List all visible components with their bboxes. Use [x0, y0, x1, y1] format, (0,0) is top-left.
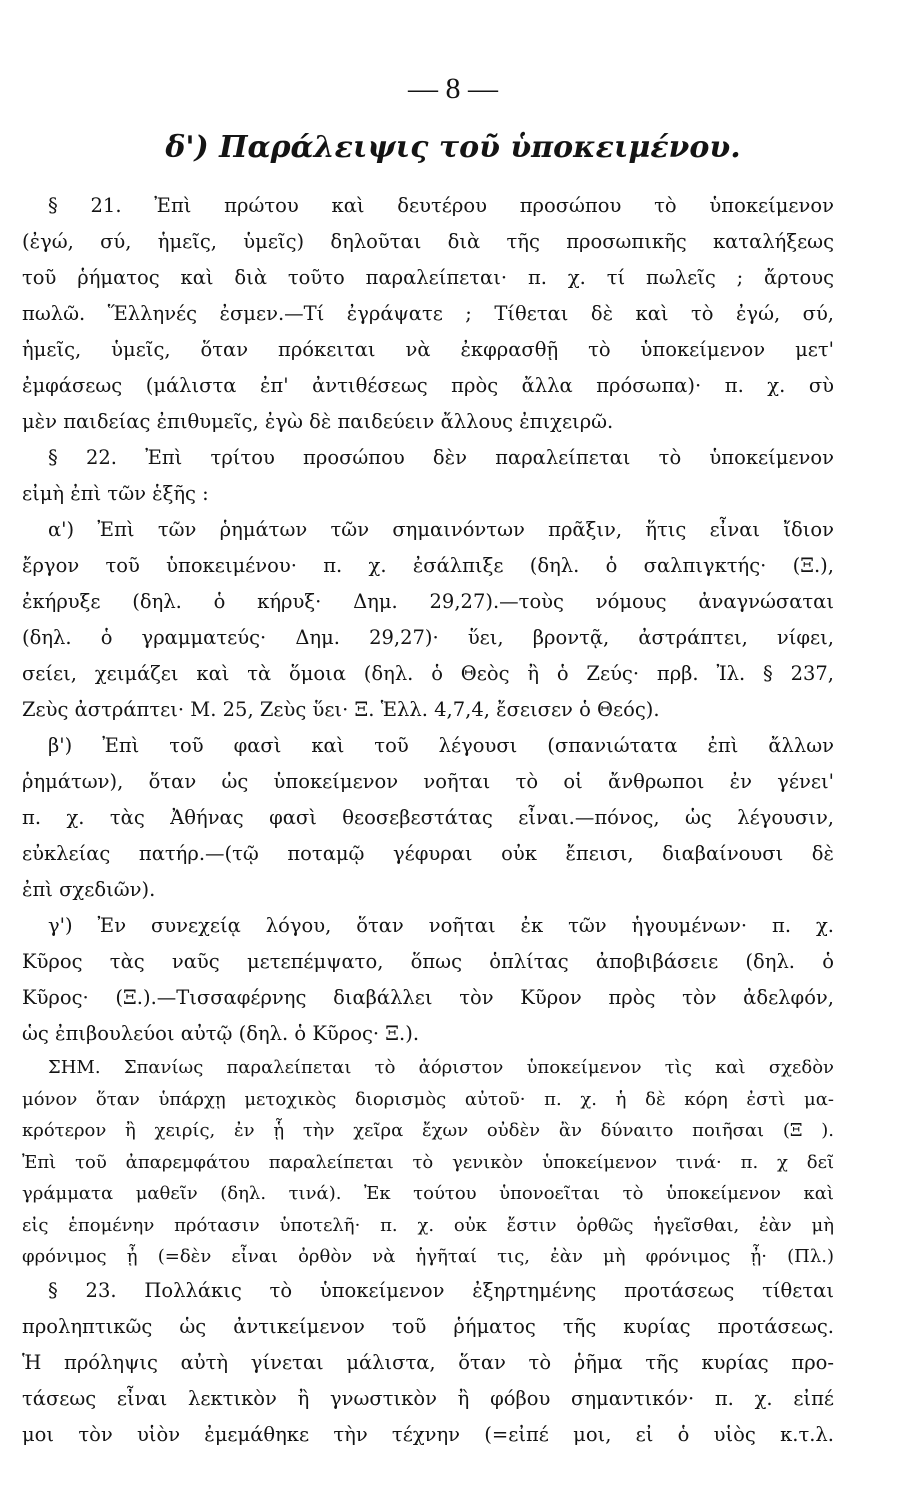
- text-line: ἐπὶ σχεδιῶν).: [22, 878, 156, 901]
- text-line: § 23. Πολλάκις τὸ ὑποκείμενον ἐξηρτημένης προτάσεως τίθεται: [48, 1278, 834, 1302]
- page-number: — 8 —: [408, 72, 498, 105]
- body-text: [22, 188, 834, 1453]
- text-line: ἐμφάσεως (μάλιστα ἐπ' ἀντιθέσεως πρὸς ἄλλα πρόσωπα)· π. χ. σὺ: [22, 374, 834, 397]
- note-line: ΣΗΜ. Σπανίως παραλείπεται τὸ ἀόριστον ὑποκείμενον τὶς καὶ σχεδὸν: [48, 1057, 834, 1078]
- text-line: β') Ἐπὶ τοῦ φασὶ καὶ τοῦ λέγουσι (σπανιώτατα ἐπὶ ἄλλων: [48, 734, 834, 757]
- text-line: (δηλ. ὁ γραμματεύς· Δημ. 29,27)· ὕει, βροντᾷ, ἀστράπτει, νίφει,: [22, 626, 834, 649]
- text-line: εἰμὴ ἐπὶ τῶν ἑξῆς :: [22, 482, 209, 505]
- text-line: γ') Ἐν συνεχείᾳ λόγου, ὅταν νοῆται ἐκ τῶν ἡγουμένων· π. χ.: [48, 914, 834, 937]
- text-line: Κῦρος· (Ξ.).—Τισσαφέρνης διαβάλλει τὸν Κῦρον πρὸς τὸν ἀδελφόν,: [22, 986, 834, 1009]
- text-line: Ἡ πρόληψις αὐτὴ γίνεται μάλιστα, ὅταν τὸ ῥῆμα τῆς κυρίας προ-: [22, 1350, 834, 1374]
- note-line: Ἐπὶ τοῦ ἀπαρεμφάτου παραλείπεται τὸ γενικὸν ὑποκείμενον τινά· π. χ δεῖ: [22, 1151, 834, 1173]
- note-line: γράμματα μαθεῖν (δηλ. τινά). Ἐκ τούτου ὑπονοεῖται τὸ ὑποκείμενον καὶ: [22, 1183, 834, 1204]
- note-line: εἰς ἑπομένην πρότασιν ὑποτελῆ· π. χ. οὐκ ἔστιν ὀρθῶς ἡγεῖσθαι, ἐὰν μὴ: [22, 1214, 834, 1236]
- text-line: τάσεως εἶναι λεκτικὸν ἢ γνωστικὸν ἢ φόβου σημαντικόν· π. χ. εἰπέ: [22, 1386, 834, 1410]
- text-line: α') Ἐπὶ τῶν ῥημάτων τῶν σημαινόντων πρᾶξιν, ἥτις εἶναι ἴδιον: [48, 518, 834, 541]
- text-line: τοῦ ῥήματος καὶ διὰ τοῦτο παραλείπεται· π. χ. τί πωλεῖς ; ἄρτους: [22, 266, 834, 289]
- text-line: μοι τὸν υἱὸν ἐμεμάθηκε τὴν τέχνην (=εἰπέ μοι, εἰ ὁ υἱὸς κ.τ.λ.: [22, 1422, 834, 1446]
- text-line: εὐκλείας πατήρ.—(τῷ ποταμῷ γέφυραι οὐκ ἔπεισι, διαβαίνουσι δὲ: [22, 842, 834, 865]
- text-line: (ἐγώ, σύ, ἡμεῖς, ὑμεῖς) δηλοῦται διὰ τῆς προσωπικῆς καταλήξεως: [22, 230, 834, 253]
- section-heading: δ') Παράλειψις τοῦ ὑποκειμένου.: [165, 130, 741, 165]
- text-line: Κῦρος τὰς ναῦς μετεπέμψατο, ὅπως ὁπλίτας ἀποβιβάσειε (δηλ. ὁ: [22, 950, 834, 973]
- note-line: φρόνιμος ᾖ (=δὲν εἶναι ὀρθὸν νὰ ἡγῆταί τις, ἐὰν μὴ φρόνιμος ᾖ· (Πλ.): [22, 1246, 834, 1267]
- text-line: § 22. Ἐπὶ τρίτου προσώπου δὲν παραλείπεται τὸ ὑποκείμενον: [48, 446, 834, 469]
- text-line: μὲν παιδείας ἐπιθυμεῖς, ἐγὼ δὲ παιδεύειν ἄλλους ἐπιχειρῶ.: [22, 410, 614, 433]
- text-line: σείει, χειμάζει καὶ τὰ ὅμοια (δηλ. ὁ Θεὸς ἢ ὁ Ζεύς· πρβ. Ἰλ. § 237,: [22, 662, 834, 685]
- text-line: § 21. Ἐπὶ πρώτου καὶ δευτέρου προσώπου τὸ ὑποκείμενον: [48, 194, 834, 217]
- text-line: πωλῶ. Ἕλληνές ἐσμεν.—Τί ἐγράψατε ; Τίθεται δὲ καὶ τὸ ἐγώ, σύ,: [22, 302, 834, 325]
- text-line: προληπτικῶς ὡς ἀντικείμενον τοῦ ῥήματος τῆς κυρίας προτάσεως.: [22, 1314, 834, 1338]
- text-line: ἡμεῖς, ὑμεῖς, ὅταν πρόκειται νὰ ἐκφρασθῇ τὸ ὑποκείμενον μετ': [22, 338, 834, 361]
- text-line: ῥημάτων), ὅταν ὡς ὑποκείμενον νοῆται τὸ οἱ ἄνθρωποι ἐν γένει': [22, 770, 834, 793]
- note-line: μόνον ὅταν ὑπάρχῃ μετοχικὸς διορισμὸς αὐτοῦ· π. χ. ἡ δὲ κόρη ἐστὶ μα-: [22, 1088, 834, 1110]
- text-line: ὡς ἐπιβουλεύοι αὐτῷ (δηλ. ὁ Κῦρος· Ξ.).: [22, 1022, 420, 1045]
- text-line: Ζεὺς ἀστράπτει· Μ. 25, Ζεὺς ὕει· Ξ. Ἑλλ. 4,7,4, ἔσεισεν ὁ Θεός).: [22, 698, 660, 721]
- note-block: [22, 1052, 834, 1273]
- text-line: ἔργον τοῦ ὑποκειμένου· π. χ. ἐσάλπιξε (δηλ. ὁ σαλπιγκτής· (Ξ.),: [22, 554, 834, 577]
- text-line: π. χ. τὰς Ἀθήνας φασὶ θεοσεβεστάτας εἶναι.—πόνος, ὡς λέγουσιν,: [22, 806, 834, 829]
- note-line: κρότερον ἢ χειρίς, ἐν ᾗ τὴν χεῖρα ἔχων οὐδὲν ἂν δύναιτο ποιῆσαι (Ξ ).: [22, 1120, 834, 1141]
- text-line: ἐκήρυξε (δηλ. ὁ κήρυξ· Δημ. 29,27).—τοὺς νόμους ἀναγνώσαται: [22, 590, 834, 613]
